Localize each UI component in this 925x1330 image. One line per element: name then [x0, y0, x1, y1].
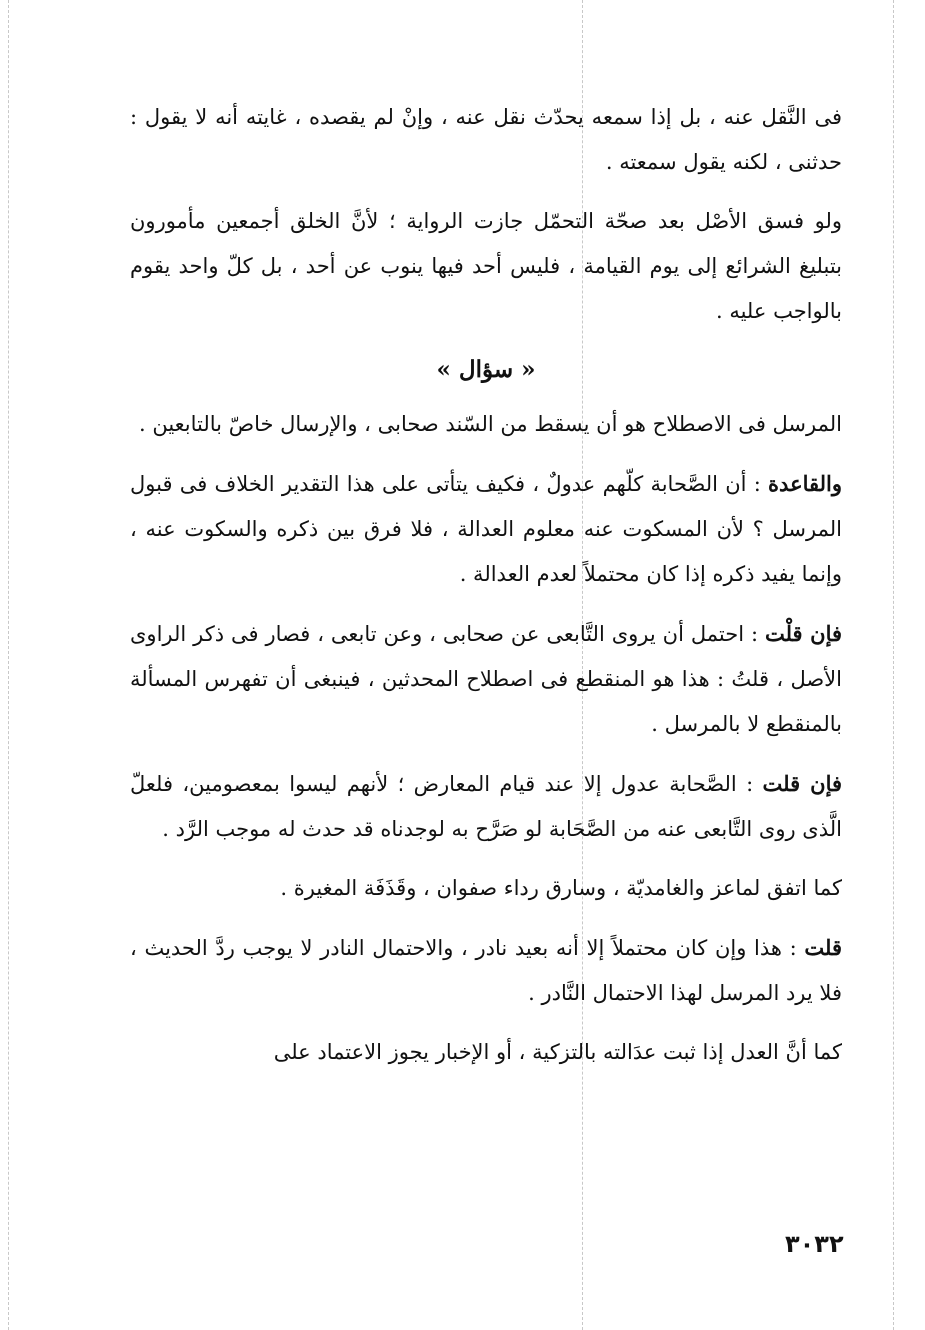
paragraph-9	[130, 1030, 842, 1075]
paragraph-6	[130, 761, 842, 852]
paragraph-lead: قلت	[804, 935, 842, 960]
paragraph-text: : هذا وإن كان محتملاً إلا أنه بعيد نادر ، والاحتمال النادر لا يوجب ردَّ الحديث ، فلا يرد المرسل لهذا الاحتمال النَّادر .	[130, 936, 842, 1005]
section-heading: « سؤال »	[436, 356, 536, 383]
page-body	[130, 95, 842, 1089]
paragraph-lead: فإن قلْت	[764, 621, 843, 646]
paragraph-text: : أن الصَّحابة كلّهم عدولٌ ، فكيف يتأتى على هذا التقدير الخلاف فى قبول المرسل ؟ لأن المسكوت عنه معلوم العدالة ، فلا فرق بين ذكره والسكوت عنه ، وإنما يفيد ذكره إذا كان محتملاً لعدم العدالة .	[130, 472, 842, 586]
paragraph-2	[130, 199, 842, 334]
paragraph-8	[130, 925, 842, 1016]
paragraph-text: كما اتفق لماعز والغامديّة ، وسارق رداء صفوان ، وقَذَفَة المغيرة .	[280, 876, 842, 900]
paragraph-1	[130, 95, 842, 185]
paragraph-text: : الصَّحابة عدول إلا عند قيام المعارض ؛ لأنهم ليسوا بمعصومين، فلعلّ الَّذى روى التَّابعى عنه من الصَّحَابة لو صَرَّح به لوجدناه قد حدث له موجب الرَّد .	[130, 772, 842, 841]
paragraph-text: المرسل فى الاصطلاح هو أن يسقط من السّند صحابى ، والإرسال خاصّ بالتابعين .	[139, 412, 842, 436]
paragraph-text: كما أنَّ العدل إذا ثبت عدَالته بالتزكية ، أو الإخبار يجوز الاعتماد على	[273, 1040, 842, 1064]
paragraph-5	[130, 611, 842, 747]
paragraph-lead: فإن قلت	[762, 771, 843, 796]
paragraph-text: فى النَّقل عنه ، بل إذا سمعه يحدّث نقل عنه ، وإنْ لم يقصده ، غايته أنه لا يقول : حدثنى ، لكنه يقول سمعته .	[130, 105, 843, 174]
guide-line-left	[8, 0, 9, 1330]
paragraph-lead: والقاعدة	[768, 471, 842, 496]
paragraph-text: : احتمل أن يروى التَّابعى عن صحابى ، وعن تابعى ، فصار فى ذكر الراوى الأصل ، قلتُ : هذا هو المنقطع فى اصطلاح المحدثين ، فينبغى أن تفهرس المسألة بالمنقطع لا بالمرسل .	[130, 622, 842, 736]
guide-line-right	[893, 0, 894, 1330]
paragraph-4	[130, 461, 842, 597]
paragraph-3	[130, 402, 842, 447]
page-number: ٣٠٣٢	[785, 1230, 844, 1258]
paragraph-7	[130, 866, 842, 911]
paragraph-text: ولو فسق الأصْل بعد صحّة التحمّل جازت الرواية ؛ لأنَّ الخلق أجمعين مأمورون بتبليغ الشرائع إلى يوم القيامة ، فليس أحد فيها ينوب عن أحد ، بل كلّ واحد يقوم بالواجب عليه .	[130, 209, 842, 323]
